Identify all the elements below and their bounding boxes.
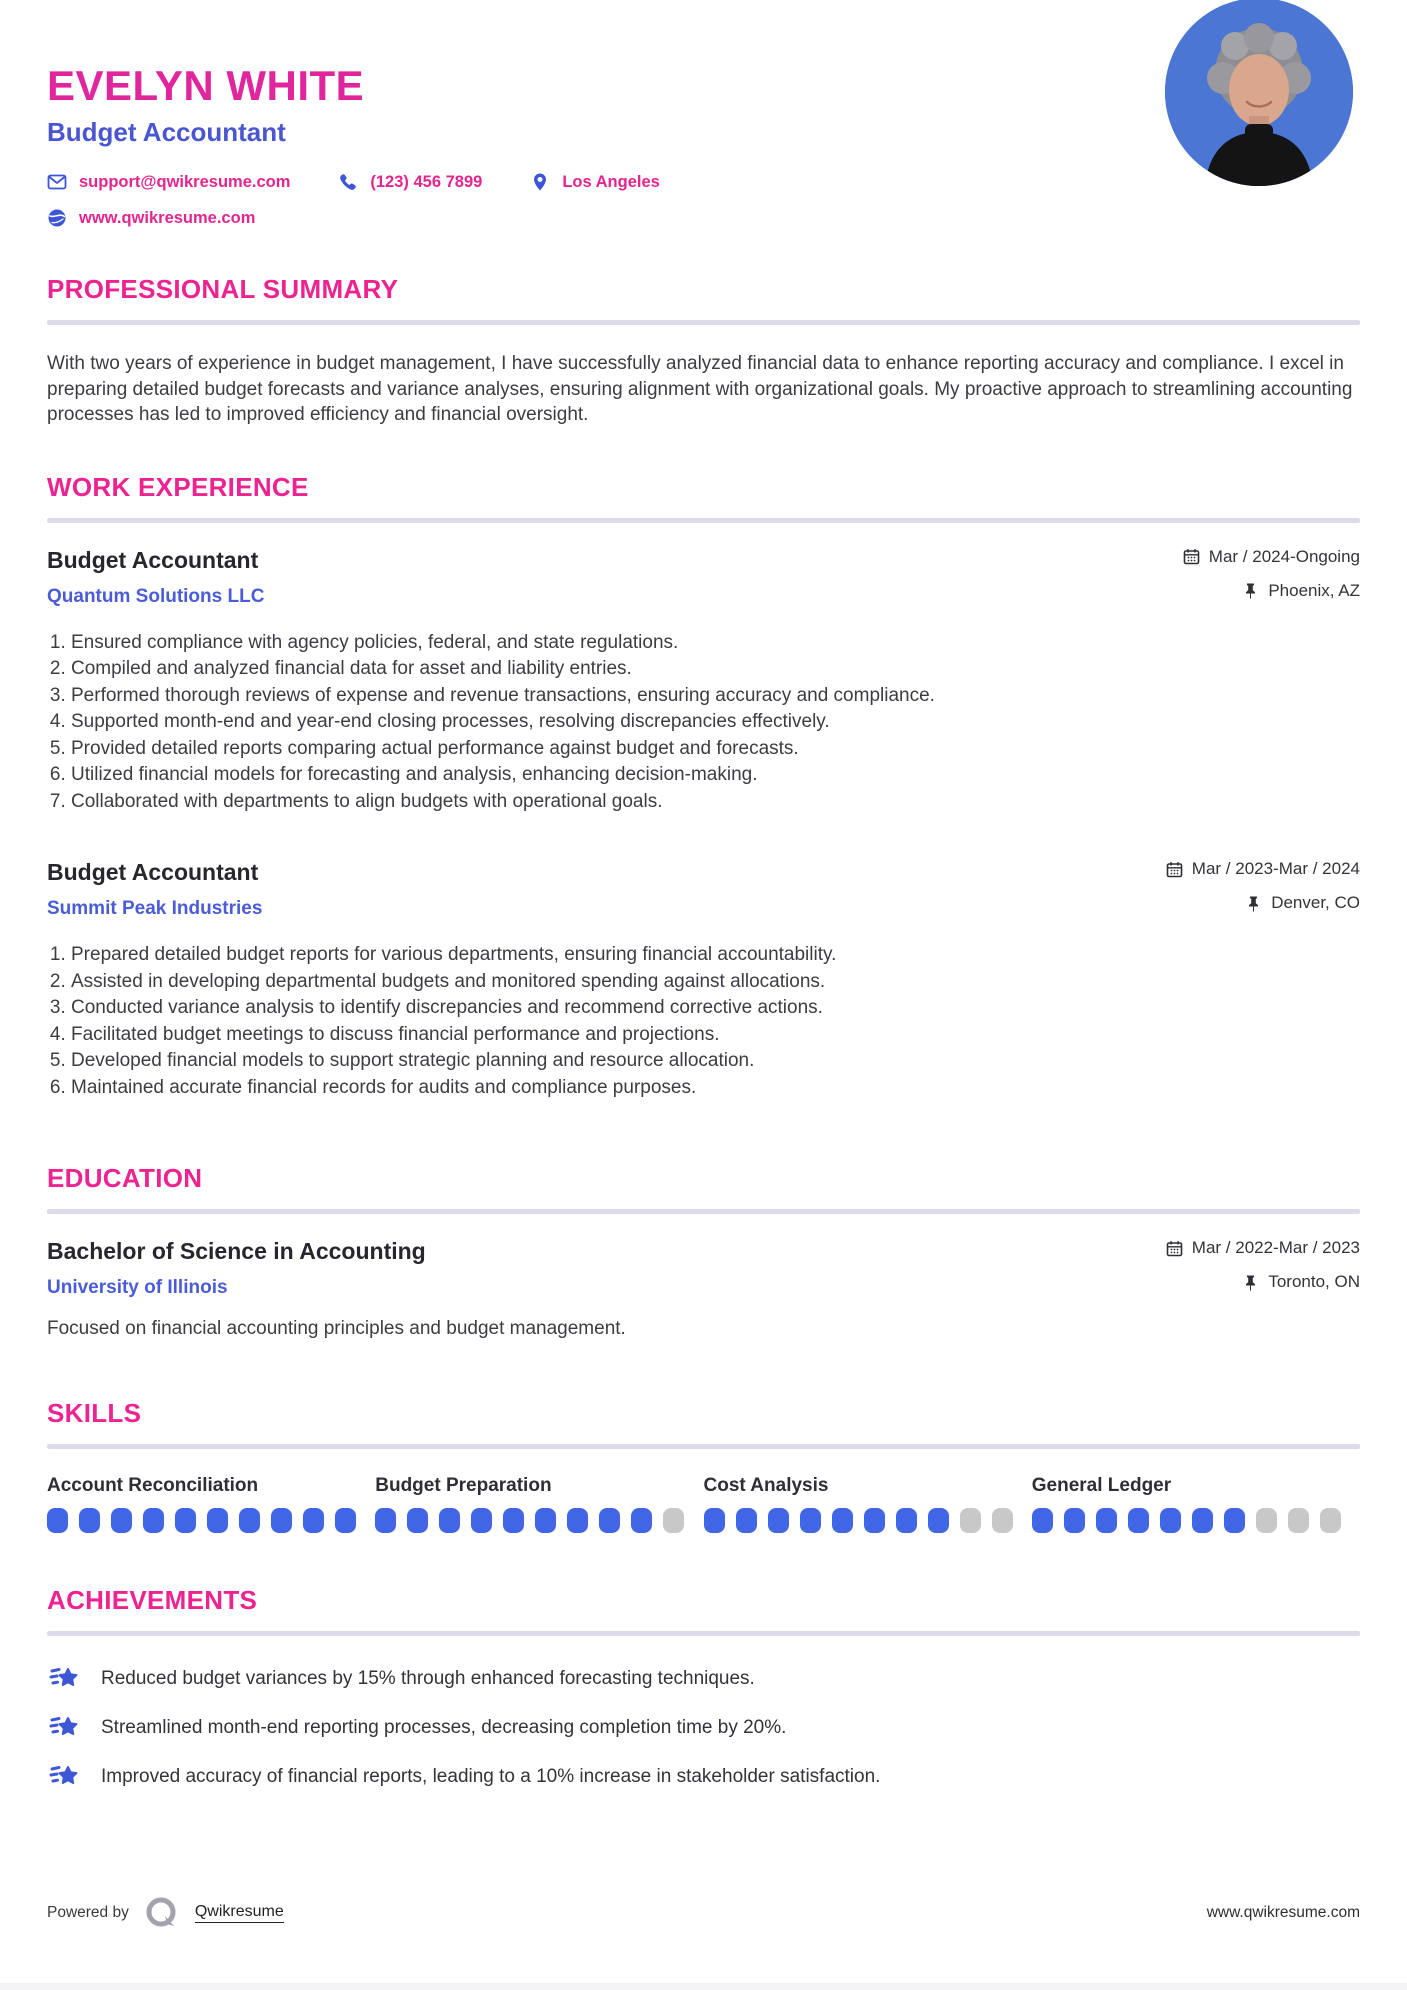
section-divider: [47, 1631, 1360, 1636]
skill-dot: [335, 1508, 356, 1533]
location-text: Los Angeles: [562, 172, 660, 191]
education-location-row: [1166, 1272, 1360, 1292]
contact-website[interactable]: [47, 208, 255, 228]
skill-dot: [239, 1508, 260, 1533]
skill-dot: [407, 1508, 428, 1533]
skill-dot: [375, 1508, 396, 1533]
footer-branding: [47, 1894, 284, 1932]
skills-grid: [47, 1475, 1360, 1533]
skill-dot: [567, 1508, 588, 1533]
job-bullet: 4. Facilitated budget meetings to discuss financial performance and projections.: [71, 1022, 1360, 1049]
qwikresume-q-logo-icon: [143, 1894, 181, 1932]
section-professional-summary: [47, 274, 1360, 428]
job-title: Budget Accountant: [47, 546, 259, 573]
education-entry: [47, 1238, 1360, 1340]
skill-dot: [864, 1508, 885, 1533]
job-dates: Mar / 2024-Ongoing: [1208, 546, 1360, 566]
skill-dot: [79, 1508, 100, 1533]
achievement-item: [47, 1662, 1360, 1696]
skill-label: Cost Analysis: [703, 1475, 829, 1496]
skill-dot: [1032, 1508, 1053, 1533]
job-meta: [1183, 547, 1360, 601]
skill-dot: [1288, 1508, 1309, 1533]
shooting-star-icon: [47, 1662, 81, 1696]
skill-dot: [896, 1508, 917, 1533]
job-dates: Mar / 2023-Mar / 2024: [1191, 859, 1360, 878]
skill-dot: [303, 1508, 324, 1533]
contact-row-1: [47, 172, 1360, 192]
job-dates-row: [1183, 547, 1360, 567]
education-heading: EDUCATION: [47, 1163, 203, 1193]
job-left: [47, 547, 264, 608]
summary-text: With two years of experience in budget management, I have successfully analyzed financial data to enhance reporting accuracy and compliance. I excel in preparing detailed budget forecasts and variance analyses, ensuring alignment with organizational goals. My proactive approach to streamlining accounting processes has led to improved efficiency and financial oversight.: [47, 353, 1353, 425]
skill-dot: [800, 1508, 821, 1533]
skill-label: Budget Preparation: [375, 1475, 552, 1496]
job-location: Denver, CO: [1271, 893, 1360, 912]
person-name: EVELYN WHITE: [47, 62, 365, 109]
education-header: [47, 1238, 1360, 1299]
globe-icon: [47, 208, 67, 228]
avatar: [1165, 0, 1353, 186]
work-heading: WORK EXPERIENCE: [47, 471, 309, 502]
achievements-list: [47, 1662, 1360, 1794]
skill-dot: [143, 1508, 164, 1533]
skill-level-bar: [704, 1508, 1032, 1533]
skill-dot: [704, 1508, 725, 1533]
phone-icon: [338, 172, 358, 192]
job-bullet: 5. Developed financial models to support strategic planning and resource allocation.: [71, 1048, 1360, 1075]
job-bullet-list: [47, 630, 1360, 816]
job-bullet: 2. Compiled and analyzed financial data for asset and liability entries.: [71, 656, 1360, 683]
job-header: [47, 859, 1360, 920]
footer: [0, 1894, 1407, 1932]
map-pin-icon: [530, 172, 550, 192]
envelope-icon: [47, 172, 67, 192]
powered-by-label: Powered by: [47, 1904, 129, 1921]
skill-dot: [471, 1508, 492, 1533]
skill-dot: [832, 1508, 853, 1533]
job-bullet: 3. Conducted variance analysis to identify discrepancies and recommend corrective actions.: [71, 995, 1360, 1022]
skills-heading: SKILLS: [47, 1398, 142, 1428]
education-dates-row: [1166, 1238, 1360, 1258]
skill-dot: [599, 1508, 620, 1533]
job-dates-row: [1166, 859, 1360, 879]
skill-dot: [439, 1508, 460, 1533]
skill-dot: [535, 1508, 556, 1533]
job-bullet: 6. Maintained accurate financial records for audits and compliance purposes.: [71, 1075, 1360, 1102]
pushpin-icon: [1242, 1274, 1259, 1291]
job-entry-1: [47, 547, 1360, 816]
bottom-strip: [0, 1983, 1407, 1990]
contact-location: [530, 172, 660, 192]
website-text: www.qwikresume.com: [79, 208, 256, 227]
education-location: Toronto, ON: [1268, 1272, 1360, 1291]
job-bullet: 6. Utilized financial models for forecasting and analysis, enhancing decision-making.: [71, 762, 1360, 789]
degree-title: Bachelor of Science in Accounting: [47, 1238, 426, 1264]
profile-photo: [1165, 0, 1353, 186]
skill-dot: [736, 1508, 757, 1533]
pushpin-icon: [1242, 582, 1259, 599]
skill-account-reconciliation: [47, 1475, 375, 1533]
header: [47, 0, 1360, 228]
calendar-icon: [1166, 1240, 1183, 1257]
section-divider: [47, 1444, 1360, 1449]
skill-level-bar: [1032, 1508, 1360, 1533]
job-company: Summit Peak Industries: [47, 898, 263, 919]
skill-dot: [1224, 1508, 1245, 1533]
section-divider: [47, 518, 1360, 523]
skill-budget-preparation: [375, 1475, 703, 1533]
job-location-row: [1183, 581, 1360, 601]
education-dates: Mar / 2022-Mar / 2023: [1191, 1238, 1360, 1257]
job-bullet-list: [47, 942, 1360, 1101]
calendar-icon: [1166, 861, 1183, 878]
education-left: [47, 1238, 426, 1299]
skill-dot: [1192, 1508, 1213, 1533]
section-divider: [47, 320, 1360, 325]
job-bullet: 2. Assisted in developing departmental budgets and monitored spending against allocations.: [71, 969, 1360, 996]
skill-dot: [960, 1508, 981, 1533]
section-work-experience: [47, 472, 1360, 1102]
skill-label: General Ledger: [1031, 1475, 1172, 1496]
section-divider: [47, 1209, 1360, 1214]
shooting-star-icon: [47, 1760, 81, 1794]
skill-dot: [1096, 1508, 1117, 1533]
skill-dot: [47, 1508, 68, 1533]
skill-dot: [1064, 1508, 1085, 1533]
qwikresume-brand-link[interactable]: Qwikresume: [195, 1903, 284, 1923]
skill-dot: [631, 1508, 652, 1533]
contact-row-2: [47, 208, 1360, 228]
job-title: Budget Accountant: [47, 859, 259, 885]
job-entry-2: [47, 859, 1360, 1101]
skill-label: Account Reconciliation: [47, 1475, 259, 1496]
education-description: Focused on financial accounting principles and budget management.: [47, 1318, 626, 1339]
skill-dot: [992, 1508, 1013, 1533]
job-location: Phoenix, AZ: [1268, 580, 1360, 600]
job-bullet: 7. Collaborated with departments to align budgets with operational goals.: [71, 789, 1360, 816]
section-achievements: [47, 1585, 1360, 1794]
achievement-text: Reduced budget variances by 15% through enhanced forecasting techniques.: [101, 1668, 755, 1689]
school-name: University of Illinois: [47, 1277, 228, 1298]
phone-text: (123) 456 7899: [370, 172, 483, 191]
email-text: support@qwikresume.com: [79, 172, 291, 191]
skill-dot: [1320, 1508, 1341, 1533]
job-location-row: [1166, 893, 1360, 913]
achievements-heading: ACHIEVEMENTS: [47, 1585, 258, 1615]
shooting-star-icon: [47, 1711, 81, 1745]
skill-dot: [503, 1508, 524, 1533]
person-job-title: Budget Accountant: [47, 117, 286, 147]
skill-level-bar: [47, 1508, 375, 1533]
skill-dot: [207, 1508, 228, 1533]
skill-dot: [175, 1508, 196, 1533]
skill-dot: [663, 1508, 684, 1533]
achievement-text: Improved accuracy of financial reports, leading to a 10% increase in stakeholder satisfaction.: [101, 1766, 881, 1787]
skill-dot: [111, 1508, 132, 1533]
education-meta: [1166, 1238, 1360, 1292]
skill-cost-analysis: [704, 1475, 1032, 1533]
footer-website[interactable]: www.qwikresume.com: [1206, 1904, 1360, 1921]
contact-email[interactable]: [47, 172, 290, 192]
skill-dot: [1256, 1508, 1277, 1533]
skill-dot: [271, 1508, 292, 1533]
skill-dot: [1160, 1508, 1181, 1533]
job-bullet: 4. Supported month-end and year-end closing processes, resolving discrepancies effectively.: [71, 709, 1360, 736]
skill-level-bar: [375, 1508, 703, 1533]
job-left: [47, 859, 262, 920]
calendar-icon: [1183, 548, 1200, 565]
job-company: Quantum Solutions LLC: [47, 585, 265, 607]
achievement-text: Streamlined month-end reporting processes, decreasing completion time by 20%.: [101, 1717, 787, 1738]
job-bullet: 3. Performed thorough reviews of expense and revenue transactions, ensuring accuracy and compliance.: [71, 683, 1360, 710]
skill-general-ledger: [1032, 1475, 1360, 1533]
job-bullet: 5. Provided detailed reports comparing actual performance against budget and forecasts.: [71, 736, 1360, 763]
job-bullet: 1. Prepared detailed budget reports for various departments, ensuring financial accountability.: [71, 942, 1360, 969]
skill-dot: [768, 1508, 789, 1533]
summary-heading: PROFESSIONAL SUMMARY: [47, 274, 399, 304]
section-education: [47, 1163, 1360, 1340]
achievement-item: [47, 1760, 1360, 1794]
section-skills: [47, 1398, 1360, 1533]
skill-dot: [928, 1508, 949, 1533]
job-header: [47, 547, 1360, 608]
pushpin-icon: [1245, 895, 1262, 912]
skill-dot: [1128, 1508, 1149, 1533]
contact-phone: [338, 172, 482, 192]
achievement-item: [47, 1711, 1360, 1745]
job-meta: [1166, 859, 1360, 913]
job-bullet: 1. Ensured compliance with agency policies, federal, and state regulations.: [71, 630, 1360, 657]
